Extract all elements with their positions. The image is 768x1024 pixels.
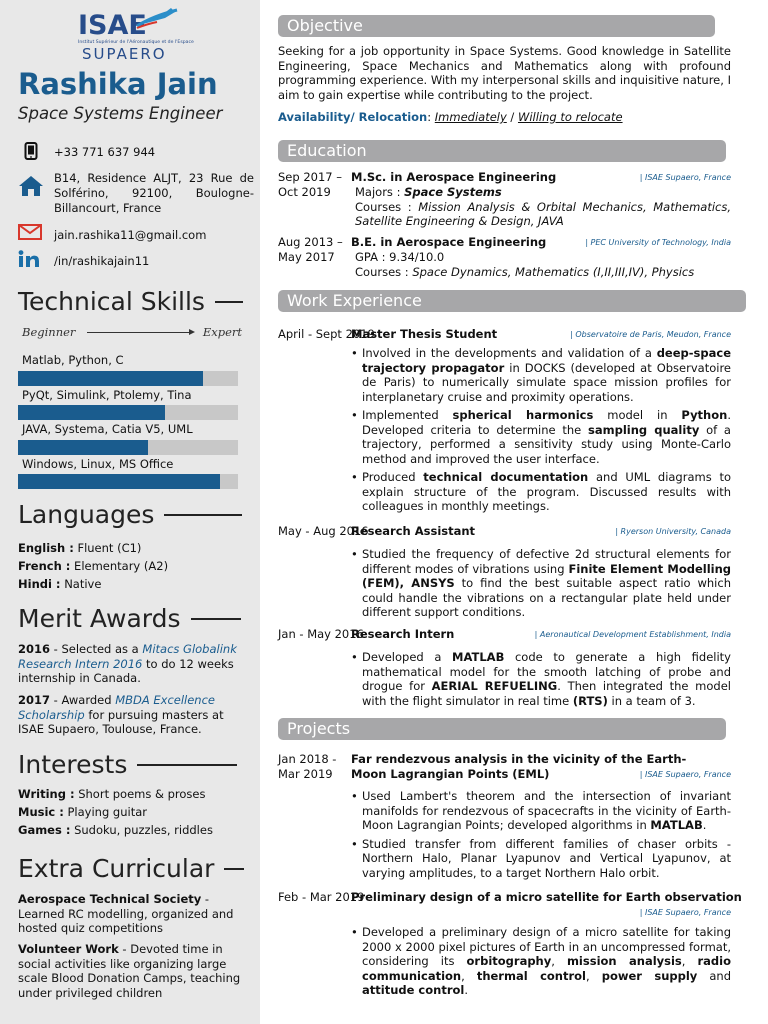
education-banner: Education	[278, 140, 726, 162]
awards-heading	[18, 604, 241, 633]
work-date: May - Aug 2016	[278, 524, 369, 538]
award-link[interactable]: MBDA Excellence Scholarship	[18, 693, 215, 722]
award-text: to do 12 weeks internship in Canada.	[18, 656, 234, 685]
award-text: - Awarded	[50, 693, 116, 707]
profile-name: Rashika Jain	[18, 67, 218, 101]
courses-value: Mission Analysis & Orbital Mechanics, Mathematics, Satellite Engineering & Design, JAVA	[355, 199, 732, 228]
project-institution: | ISAE Supaero, France	[639, 908, 731, 917]
phone-number[interactable]: +33 771 637 944	[54, 145, 156, 159]
extra-text: - Devoted time in social activities like organizing large scale Blood Donation Camps, teaching under privileged children	[18, 942, 241, 1000]
courses-label: Courses :	[355, 199, 419, 214]
work-date: Jan - May 2016	[278, 627, 364, 641]
work-bullets	[351, 650, 731, 712]
bullet-item: • Developed a MATLAB code to generate a high fidelity mathematical model for the smooth latching of probe and drogue for AERIAL REFUELING. Then integrated the model with the flight simulator in real time (RTS) in a team of 3.	[351, 650, 731, 708]
language-name: Hindi :	[18, 577, 61, 591]
objective-text: Seeking for a job opportunity in Space Systems. Good knowledge in Satellite Engineering, Space Mechanics and Mathematics along with profound programming experience. With my interpersonal skills and inquisitive nature, I aim to gain expertise while contributing to the project.	[278, 44, 731, 102]
main-column	[278, 0, 748, 1024]
languages-heading-text: Languages	[18, 500, 155, 529]
extra-heading-text: Extra Curricular	[18, 854, 215, 883]
language-name: French :	[18, 559, 71, 573]
scale-high-label: Expert	[202, 325, 242, 339]
work-banner: Work Experience	[278, 290, 746, 312]
interest-value: Short poems & proses	[78, 787, 206, 801]
interest-item	[18, 823, 213, 838]
language-name: English :	[18, 541, 74, 555]
extra-name: Aerospace Technical Society	[18, 892, 202, 906]
heading-rule	[215, 301, 243, 303]
extra-item	[18, 942, 243, 1000]
award-year: 2016	[18, 642, 51, 656]
skill-label: JAVA, Systema, Catia V5, UML	[22, 422, 193, 436]
contact-linkedin	[18, 254, 250, 270]
education-degree: M.Sc. in Aerospace Engineering	[351, 170, 557, 184]
bullet-item: • Produced technical documentation and UML diagrams to explain structure of the program. Discussed results with colleagues in monthly meetings.	[351, 470, 731, 514]
interest-name: Games :	[18, 823, 71, 837]
logo-isae-text: ISAE	[78, 10, 147, 41]
heading-rule	[137, 764, 237, 766]
sidebar	[0, 0, 260, 1024]
heading-rule	[164, 514, 242, 516]
language-item	[18, 541, 141, 556]
contact-email	[18, 228, 250, 244]
language-item	[18, 577, 101, 592]
logo-tagline: Institut Supérieur de l'Aéronautique et de l'Espace	[78, 40, 194, 45]
extra-text: - Learned RC modelling, organized and hosted quiz competitions	[18, 892, 234, 935]
courses-label: Courses :	[355, 264, 413, 279]
work-bullets	[351, 547, 731, 624]
availability-slash: /	[506, 110, 518, 124]
availability-label: Availability/ Relocation	[278, 110, 428, 124]
scale-arrow	[87, 332, 193, 333]
skills-heading-text: Technical Skills	[18, 287, 205, 316]
award-item	[18, 642, 243, 686]
email-link[interactable]: jain.rashika11@gmail.com	[54, 228, 207, 242]
language-level: Fluent (C1)	[77, 541, 142, 555]
skill-label: PyQt, Simulink, Ptolemy, Tina	[22, 388, 192, 402]
award-text: - Selected as a	[50, 642, 143, 656]
interest-item	[18, 787, 206, 802]
language-level: Native	[64, 577, 102, 591]
logo-supaero-text: SUPAERO	[82, 45, 167, 63]
work-bullets	[351, 346, 731, 518]
skill-bar-fill	[18, 371, 203, 386]
skills-heading	[18, 287, 243, 316]
bullet-item: • Used Lambert's theorem and the intersection of invariant manifolds for rendezvous of spacecrafts in the vicinity of Earth-Moon Lagrangian Points; developed algorithms in MATLAB.	[351, 789, 731, 833]
project-date: Feb - Mar 2019	[278, 890, 365, 904]
scale-low-label: Beginner	[22, 325, 76, 339]
courses-value: Space Dynamics, Mathematics (I,II,III,IV), Physics	[412, 264, 695, 279]
address-text: B14, Residence ALJT, 23 Rue de Solférino, 92100, Boulogne-Billancourt, France	[54, 171, 254, 215]
education-details	[355, 185, 731, 229]
award-link[interactable]: Mitacs Globalink Research Intern 2016	[18, 642, 237, 671]
project-bullets	[351, 789, 731, 884]
education-degree: B.E. in Aerospace Engineering	[351, 235, 547, 249]
skill-bar-fill	[18, 474, 220, 489]
project-title: Preliminary design of a micro satellite for Earth observation	[351, 890, 742, 904]
award-year: 2017	[18, 693, 51, 707]
heading-rule	[224, 868, 244, 870]
work-institution: | Aeronautical Development Establishment, India	[534, 630, 731, 639]
interest-value: Sudoku, puzzles, riddles	[74, 823, 213, 837]
skill-bar	[18, 371, 238, 386]
awards-heading-text: Merit Awards	[18, 604, 181, 633]
majors-value: Space Systems	[404, 185, 502, 199]
availability-sep: :	[427, 110, 435, 124]
profile-title: Space Systems Engineer	[18, 104, 223, 123]
bullet-item: • Implemented spherical harmonics model in Python. Developed criteria to determine the sampling quality of a trajectory, performed a sensitivity study using Monte-Carlo method and improved the user interface.	[351, 408, 731, 466]
skill-bar-fill	[18, 440, 148, 455]
interest-value: Playing guitar	[67, 805, 147, 819]
contact-phone	[18, 145, 250, 161]
isae-supaero-logo	[78, 10, 194, 64]
bullet-item: • Involved in the developments and validation of a deep-space trajectory propagator in DOCKS (developed at Observatoire de Paris) to numerically simulate space mission profiles for interplanetary cruise and proximity operations.	[351, 346, 731, 404]
skill-bar-fill	[18, 405, 165, 420]
award-item	[18, 693, 243, 737]
logo-plane-icon	[133, 6, 179, 34]
extra-heading	[18, 854, 244, 883]
languages-heading	[18, 500, 242, 529]
education-courses	[355, 265, 731, 280]
linkedin-link[interactable]: /in/rashikajain11	[54, 254, 150, 268]
majors-label: Majors :	[355, 185, 405, 199]
contact-address	[18, 171, 254, 217]
work-role: Research Intern	[351, 627, 455, 641]
skill-label: Windows, Linux, MS Office	[22, 457, 174, 471]
education-institution: | ISAE Supaero, France	[639, 173, 731, 182]
skill-label: Matlab, Python, C	[22, 353, 124, 367]
skill-bar	[18, 405, 238, 420]
education-institution: | PEC University of Technology, India	[585, 238, 731, 247]
award-text: for pursuing masters at ISAE Supaero, Toulouse, France.	[18, 707, 224, 736]
work-institution: | Ryerson University, Canada	[615, 527, 731, 536]
interest-name: Music :	[18, 805, 64, 819]
interest-item	[18, 805, 147, 820]
work-role: Master Thesis Student	[351, 327, 498, 341]
project-bullets	[351, 925, 731, 1002]
interests-heading-text: Interests	[18, 750, 128, 779]
bullet-item: • Studied the frequency of defective 2d structural elements for different modes of vibrations using Finite Element Modelling (FEM), ANSYS to find the best suitable aspect ratio which could handle the vibrations on a rectangular plate held under different support conditions.	[351, 547, 731, 620]
availability-immediately: Immediately	[434, 110, 507, 124]
skill-bar	[18, 440, 238, 455]
education-gpa: GPA : 9.34/10.0	[355, 250, 445, 264]
bullet-item: • Studied transfer from different families of chaser orbits - Northern Halo, Planar Lyapunov and Vertical Lyapunov, at varying amplitudes, to a target Northern Halo orbit.	[351, 837, 731, 881]
skill-bar	[18, 474, 238, 489]
extra-item	[18, 892, 243, 936]
project-title: Far rendezvous analysis in the vicinity of the Earth-Moon Lagrangian Points (EML)	[351, 752, 687, 781]
interests-heading	[18, 750, 237, 779]
availability-line	[278, 110, 623, 124]
heading-rule	[191, 618, 241, 620]
language-item	[18, 559, 168, 574]
work-institution: | Observatoire de Paris, Meudon, France	[570, 330, 731, 339]
interest-name: Writing :	[18, 787, 75, 801]
extra-name: Volunteer Work	[18, 942, 119, 956]
projects-banner: Projects	[278, 718, 726, 740]
availability-relocate: Willing to relocate	[517, 110, 623, 124]
project-institution: | ISAE Supaero, France	[639, 770, 731, 779]
education-courses	[355, 200, 731, 229]
work-role: Research Assistant	[351, 524, 476, 538]
education-date: Sep 2017 – Oct 2019	[278, 170, 343, 199]
objective-banner: Objective	[278, 15, 715, 37]
language-level: Elementary (A2)	[74, 559, 169, 573]
education-date: Aug 2013 – May 2017	[278, 235, 343, 264]
bullet-item: • Developed a preliminary design of a micro satellite for taking 2000 x 2000 pixel pictures of Earth in an uncompressed format, considering its orbitography, mission analysis, radio communication, thermal control, power supply and attitude control.	[351, 925, 731, 998]
work-date: April - Sept 2019	[278, 327, 375, 341]
project-date: Jan 2018 - Mar 2019	[278, 752, 337, 781]
education-details	[355, 250, 731, 279]
education-majors	[355, 185, 731, 200]
